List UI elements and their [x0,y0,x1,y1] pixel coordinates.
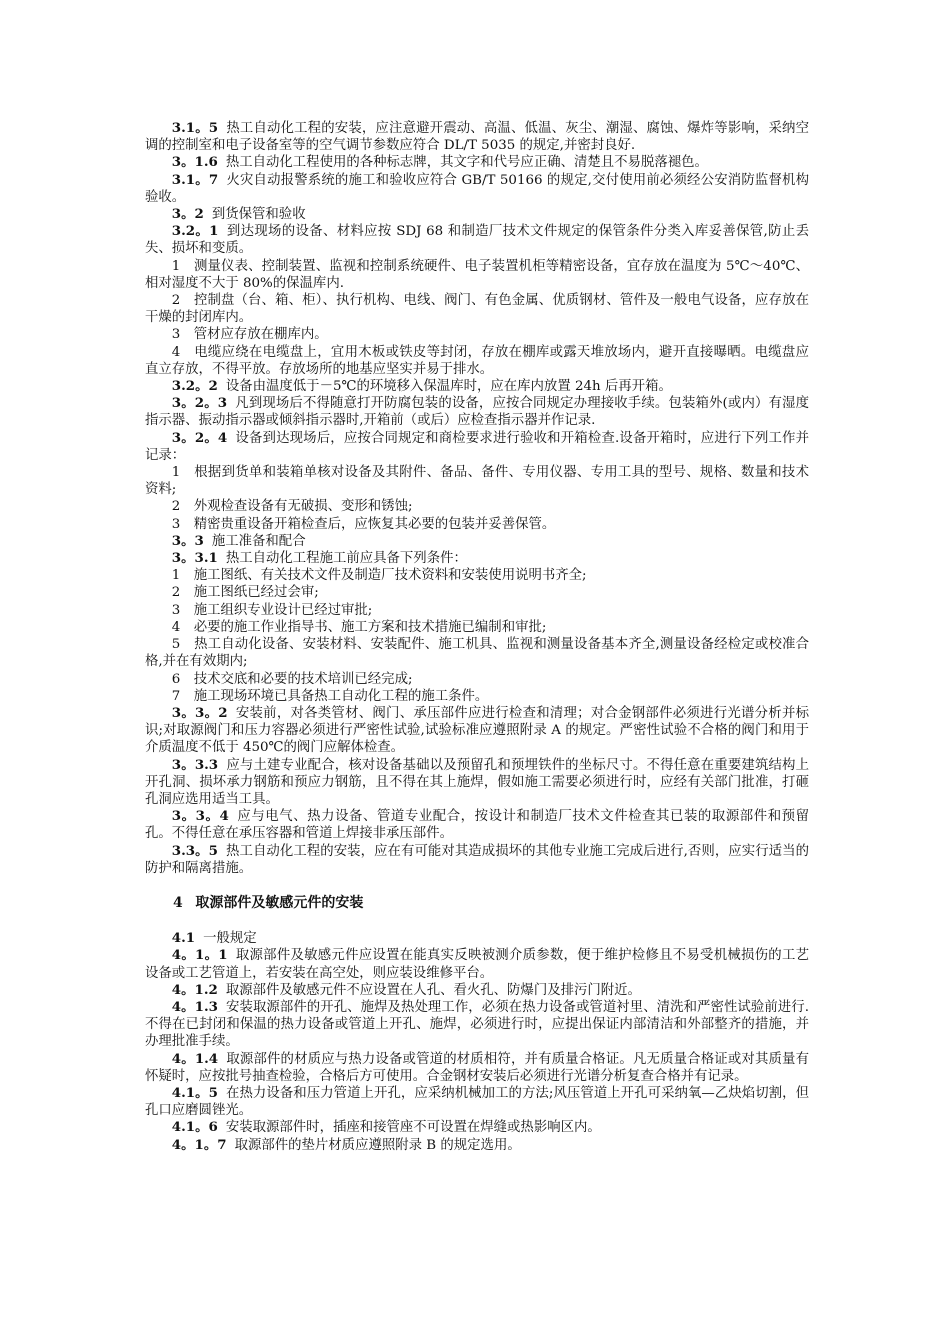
paragraph-text: 在热力设备和压力管道上开孔，应采纳机械加工的方法;风压管道上开孔可采纳氧—乙炔焰切割，但孔口应磨圆锉光。 [145,1085,809,1119]
clause-paragraph [145,378,809,395]
clause-number: 3。1.6 [171,154,218,171]
clause-number: 4.1 [171,930,196,947]
clause-number: 3。2。3 [171,395,228,412]
paragraph-text: 热工自动化工程使用的各种标志牌，其文字和代号应正确、清楚且不易脱落褪色。 [225,155,708,171]
clause-number: 3.1。7 [171,171,219,188]
paragraph-text: 设备由温度低于－5℃的环境移入保温库时，应在库内放置 24h 后再开箱。 [225,379,672,395]
clause-paragraph [145,757,809,809]
list-item [145,344,809,378]
clause-paragraph [145,120,809,154]
paragraph-text: 2 控制盘（台、箱、柜）、执行机构、电线、阀门、有色金属、优质钢材、管件及一般电气设备，应存放在干燥的封闭库内。 [145,293,809,326]
clause-number: 4。1.2 [171,981,218,998]
paragraph-text: 热工自动化工程的安装，应在有可能对其造成损坏的其他专业施工完成后进行,否则，应实行适当的防护和隔离措施。 [145,843,809,876]
paragraph-text: 7 施工现场环境已具备热工自动化工程的施工条件。 [171,688,489,704]
paragraph-text: 一般规定 [203,931,257,947]
clause-paragraph [145,1051,809,1085]
clause-paragraph [145,550,809,567]
clause-paragraph [145,223,809,257]
list-item [145,688,809,705]
paragraph-text: 1 施工图纸、有关技术文件及制造厂技术资料和安装使用说明书齐全; [171,568,587,584]
paragraph-text: 到货保管和验收 [211,207,306,223]
clause-paragraph [145,395,809,429]
paragraph-text: 安装前，对各类管材、阀门、承压部件应进行检查和清理；对合金钢部件必须进行光谱分析并标识;对取源阀门和压力容器必须进行严密性试验,试验标准应遵照附录 A 的规定。严密性试验不合格的阀门和用于介质温度不低于 450℃的阀门应解体检查。 [145,705,809,756]
paragraph-text: 5 热工自动化设备、安装材料、安装配件、施工机具、监视和测量设备基本齐全,测量设备经检定或校准合格,并在有效期内; [145,637,809,670]
section-4-paragraphs [145,930,809,1154]
paragraph-text: 1 根据到货单和装箱单核对设备及其附件、备品、备件、专用仪器、专用工具的型号、规格、数量和技术资料; [145,465,809,498]
list-item [145,636,809,670]
paragraph-text: 1 测量仪表、控制装置、监视和控制系统硬件、电子装置机柜等精密设备，宜存放在温度为 5℃～40℃、相对湿度不大于 80%的保温库内. [145,258,809,291]
section-3-paragraphs [145,120,809,877]
list-item [145,619,809,636]
clause-paragraph [145,705,809,757]
clause-number: 3。2。4 [171,429,228,446]
paragraph-text: 应与电气、热力设备、管道专业配合，按设计和制造厂技术文件检查其已装的取源部件和预留孔。不得任意在承压容器和管道上焊接非承压部件。 [145,809,810,842]
clause-number: 3。3。2 [171,704,228,721]
paragraph-text: 取源部件的材质应与热力设备或管道的材质相符，并有质量合格证。凡无质量合格证或对其质量有怀疑时，应按批号抽查检验，合格后方可使用。合金钢材安装后必须进行光谱分析复查合格并有记录。 [145,1051,809,1084]
paragraph-text: 3 管材应存放在棚库内。 [171,327,328,343]
clause-paragraph [145,430,809,464]
clause-number: 4.1。6 [171,1119,218,1136]
paragraph-text: 设备到达现场后，应按合同规定和商检要求进行验收和开箱检查.设备开箱时，应进行下列工作并记录： [145,430,809,463]
list-item [145,516,809,533]
document-page [145,120,809,1154]
clause-paragraph [145,154,809,171]
paragraph-text: 2 施工图纸已经过会审; [171,585,319,601]
clause-paragraph [145,1119,809,1136]
paragraph-text: 安装取源部件时，插座和接管座不可设置在焊缝或热影响区内。 [225,1120,601,1136]
paragraph-text: 到达现场的设备、材料应按 SDJ 68 和制造厂技术文件规定的保管条件分类入库妥善保管,防止丢失、损坏和变质。 [145,224,809,257]
paragraph-text: 2 外观检查设备有无破损、变形和锈蚀; [171,499,413,515]
clause-number: 3。3。4 [171,808,229,825]
list-item [145,498,809,515]
clause-paragraph [145,982,809,999]
clause-number: 3.2。1 [171,223,219,240]
clause-paragraph [145,930,809,947]
clause-number: 3.3。5 [171,842,218,859]
clause-paragraph [145,1137,809,1154]
list-item [145,584,809,601]
paragraph-text: 应与土建专业配合，核对设备基础以及预留孔和预埋铁件的坐标尺寸。不得任意在重要建筑结构上开孔洞、损坏承力钢筋和预应力钢筋，且不得在其上施焊，假如施工需要必须进行时，应经有关部门批准，打砸孔洞应选用适当工具。 [145,757,809,807]
clause-number: 4。1.4 [171,1050,219,1067]
paragraph-text: 取源部件及敏感元件不应设置在人孔、看火孔、防爆门及排污门附近。 [225,982,641,998]
paragraph-text: 火灾自动报警系统的施工和验收应符合 GB/T 50166 的规定,交付使用前必须经公安消防监督机构验收。 [145,172,809,205]
paragraph-text: 安装取源部件的开孔、施焊及热处理工作，必须在热力设备或管道衬里、清洗和严密性试验前进行.不得在已封闭和保温的热力设备或管道上开孔、施焊，必须进行时，应提出保证内部清洁和外部整齐的措施，并办理批准手续。 [145,999,809,1050]
paragraph-text: 热工自动化工程施工前应具备下列条件： [225,551,467,567]
chapter-heading [145,877,809,930]
list-item [145,602,809,619]
list-item [145,567,809,584]
list-item [145,258,809,292]
clause-paragraph [145,533,809,550]
paragraph-text: 取源部件的垫片材质应遵照附录 B 的规定选用。 [234,1137,521,1153]
clause-number: 3。3.3 [171,756,219,773]
clause-number: 3.2。2 [171,378,218,395]
clause-number: 4。1.3 [171,998,218,1015]
clause-paragraph [145,843,809,877]
paragraph-text: 4 电缆应绕在电缆盘上，宜用木板或铁皮等封闭，存放在棚库或露天堆放场内，避开直接曝晒。电缆盘应直立存放，不得平放。存放场所的地基应坚实并易于排水。 [145,344,809,377]
clause-number: 3。3 [171,532,204,549]
clause-paragraph [145,808,809,842]
paragraph-text: 施工准备和配合 [211,533,306,549]
list-item [145,464,809,498]
paragraph-text: 取源部件及敏感元件应设置在能真实反映被测介质参数，便于维护检修且不易受机械损伤的工艺设备或工艺管道上，若安装在高空处，则应装设维修平台。 [145,948,809,981]
clause-number: 4。1。1 [171,947,228,964]
clause-paragraph [145,999,809,1051]
paragraph-text: 6 技术交底和必要的技术培训已经完成; [171,671,413,687]
list-item [145,292,809,326]
list-item [145,671,809,688]
paragraph-text: 凡到现场后不得随意打开防腐包装的设备，应按合同规定办理接收手续。包装箱外(或内）有湿度指示器、振动指示器或倾斜指示器时,开箱前（或后）应检查指示器并作记录. [145,396,809,429]
clause-paragraph [145,1085,809,1119]
chapter-title: 取源部件及敏感元件的安装 [195,894,364,911]
clause-paragraph [145,172,809,206]
clause-number: 3.1。5 [171,120,219,136]
clause-paragraph [145,947,809,981]
chapter-number: 4 [173,894,183,911]
paragraph-text: 热工自动化工程的安装，应注意避开震动、高温、低温、灰尘、潮湿、腐蚀、爆炸等影响，采纳空调的控制室和电子设备室等的空气调节参数应符合 DL/T 5035 的规定,并密封良好. [145,121,809,154]
clause-number: 3。3.1 [171,550,218,567]
clause-number: 4.1。5 [171,1084,218,1101]
paragraph-text: 3 施工组织专业设计已经过审批; [171,602,373,618]
list-item [145,326,809,343]
clause-number: 3。2 [171,206,204,223]
paragraph-text: 3 精密贵重设备开箱检查后，应恢复其必要的包装并妥善保管。 [171,516,556,532]
clause-paragraph [145,206,809,223]
paragraph-text: 4 必要的施工作业指导书、施工方案和技术措施已编制和审批; [171,619,547,635]
clause-number: 4。1。7 [171,1136,227,1153]
